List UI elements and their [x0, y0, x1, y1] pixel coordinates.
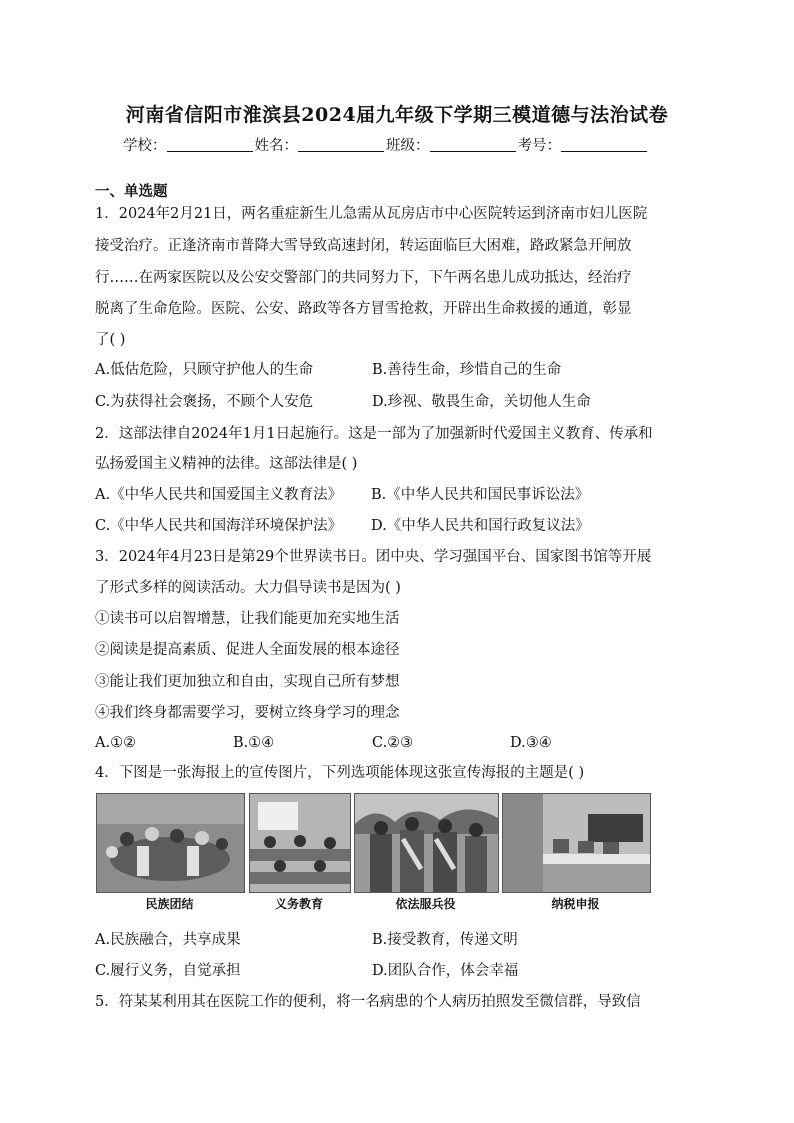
photo-caption: 纳税申报 — [551, 897, 600, 911]
q4-line: 4．下图是一张海报上的宣传图片，下列选项能体现这张宣传海报的主题是( ) — [95, 765, 585, 781]
q2-option-a[interactable]: A.《中华人民共和国爱国主义教育法》 — [95, 487, 343, 503]
military-service-photo — [354, 793, 499, 893]
page-title: 河南省信阳市淮滨县2024届九年级下学期三模道德与法治试卷 — [125, 104, 669, 126]
q1-option-a[interactable]: A.低估危险，只顾守护他人的生命 — [95, 362, 314, 378]
compulsory-education-image — [250, 794, 350, 892]
q2-option-b[interactable]: B.《中华人民共和国民事诉讼法》 — [371, 487, 590, 503]
q3-option-d[interactable]: D.③④ — [510, 735, 552, 751]
tax-filing-image — [503, 794, 650, 892]
q1-option-c[interactable]: C.为获得社会褒扬，不顾个人安危 — [95, 394, 314, 410]
ethnic-unity-image — [97, 794, 244, 892]
q1-line: 接受治疗。正逢济南市普降大雪导致高速封闭，转运面临巨大困难，路政紧急开闸放 — [95, 238, 632, 254]
q3-line: 了形式多样的阅读活动。大力倡导读书是因为( ) — [95, 580, 401, 596]
q3-statement: ①读书可以启智增慧，让我们能更加充实地生活 — [95, 611, 400, 627]
q4-option-b[interactable]: B.接受教育，传递文明 — [372, 932, 518, 948]
student-info-line — [123, 134, 649, 155]
q2-line: 2．这部法律自2024年1月1日起施行。这是一部为了加强新时代爱国主义教育、传承和 — [95, 426, 653, 442]
class-label: 班级： — [386, 138, 430, 154]
q2-option-d[interactable]: D.《中华人民共和国行政复议法》 — [371, 518, 590, 534]
q3-statement: ②阅读是提高素质、促进人全面发展的根本途径 — [95, 642, 400, 658]
q2-line: 弘扬爱国主义精神的法律。这部法律是( ) — [95, 456, 358, 472]
school-blank[interactable] — [167, 137, 253, 152]
q2-option-c[interactable]: C.《中华人民共和国海洋环境保护法》 — [95, 518, 343, 534]
q3-option-c[interactable]: C.②③ — [372, 735, 414, 751]
class-blank[interactable] — [430, 137, 516, 152]
q1-line: 行……在两家医院以及公安交警部门的共同努力下，下午两名患儿成功抵达，经治疗 — [95, 270, 632, 286]
tax-filing-photo — [502, 793, 651, 893]
section-heading: 一、单选题 — [95, 183, 168, 200]
q3-line: 3．2024年4月23日是第29个世界读书日。团中央、学习强国平台、国家图书馆等开展 — [95, 549, 652, 565]
q3-statement: ③能让我们更加独立和自由，实现自己所有梦想 — [95, 674, 400, 690]
ethnic-unity-photo — [96, 793, 245, 893]
name-blank[interactable] — [298, 137, 384, 152]
q1-line: 1．2024年2月21日，两名重症新生儿急需从瓦房店市中心医院转运到济南市妇儿医院 — [95, 206, 648, 222]
name-label: 姓名： — [254, 138, 298, 154]
q4-option-c[interactable]: C.履行义务，自觉承担 — [95, 963, 241, 979]
q4-option-a[interactable]: A.民族融合，共享成果 — [95, 932, 241, 948]
school-label: 学校： — [123, 138, 167, 154]
q3-option-a[interactable]: A.①② — [95, 735, 137, 751]
q1-option-d[interactable]: D.珍视、敬畏生命，关切他人生命 — [372, 394, 591, 410]
q4-option-d[interactable]: D.团队合作，体会幸福 — [372, 963, 519, 979]
q1-line: 脱离了生命危险。医院、公安、路政等各方冒雪抢救，开辟出生命救援的通道，彰显 — [95, 301, 632, 317]
photo-caption: 义务教育 — [274, 897, 323, 911]
compulsory-education-photo — [249, 793, 351, 893]
q1-line: 了( ) — [95, 332, 126, 348]
poster-photo-strip — [96, 793, 652, 913]
q5-line: 5．符某某利用其在医院工作的便利，将一名病患的个人病历拍照发至微信群，导致信 — [95, 994, 641, 1010]
photo-caption: 依法服兵役 — [395, 897, 456, 911]
number-label: 考号： — [517, 138, 561, 154]
q1-option-b[interactable]: B.善待生命，珍惜自己的生命 — [372, 362, 562, 378]
q3-option-b[interactable]: B.①④ — [233, 735, 275, 751]
number-blank[interactable] — [561, 137, 647, 152]
q3-statement: ④我们终身都需要学习，要树立终身学习的理念 — [95, 705, 400, 721]
photo-caption: 民族团结 — [145, 897, 194, 911]
military-service-image — [355, 794, 498, 892]
